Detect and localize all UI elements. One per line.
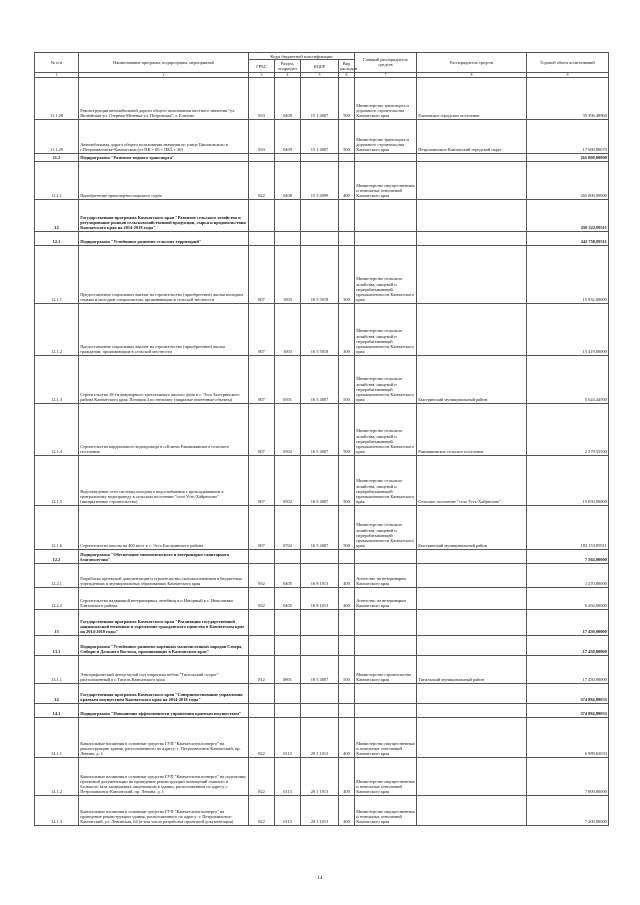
row-section: 0405 <box>275 563 301 587</box>
row-section <box>275 153 301 161</box>
row-admin <box>355 703 417 717</box>
row-recipient <box>417 717 527 757</box>
row-csr <box>301 549 339 563</box>
row-csr: 15 3 4999 <box>301 161 339 199</box>
row-admin <box>355 549 417 563</box>
table-row <box>35 609 609 635</box>
row-name: Подпрограмма "Развитие водного транспорта" <box>79 153 249 161</box>
row-name: Этнографический центр-музей под открытым небом "Тигильский острог" расположенный в с.Тигиль Камчатского края <box>79 655 249 683</box>
row-admin: Министерство имущественных и земельных отношений Камчатского края <box>355 757 417 795</box>
row-admin: Министерство сельского хозяйства, пищевой и перерабатывающей промышленности Камчатского края <box>355 403 417 455</box>
row-admin <box>355 199 417 231</box>
row-name: Государственная программа Камчатского края "Реализация государственной национальной политики и укрепление гражданского единства в Камчатском крае на 2014-2018 годы" <box>79 609 249 635</box>
index-cell: 9 <box>527 72 609 77</box>
row-number: 12.1.6 <box>35 505 79 549</box>
budget-table <box>34 52 609 826</box>
row-number: 12.2 <box>35 549 79 563</box>
row-recipient <box>417 609 527 635</box>
row-vr: 300 <box>339 245 355 303</box>
row-name: Государственная программа Камчатского края "Совершенствование управления краевым имуществом Камчатского края на 2014-2018 годы" <box>79 683 249 703</box>
row-number: 13.1.1 <box>35 655 79 683</box>
row-vr: 400 <box>339 757 355 795</box>
row-vr: 500 <box>339 505 355 549</box>
row-csr <box>301 231 339 245</box>
row-admin: Министерство сельского хозяйства, пищевой и перерабатывающей промышленности Камчатского края <box>355 303 417 355</box>
row-section: 0113 <box>275 795 301 825</box>
row-section <box>275 683 301 703</box>
table-row <box>35 795 609 825</box>
row-recipient: Сельское поселение "село Усть-Хайрюзово" <box>417 455 527 505</box>
table-row <box>35 587 609 609</box>
row-grbs: 807 <box>249 245 275 303</box>
row-vr: 500 <box>339 119 355 153</box>
header-grbs: ГРБС <box>249 60 275 73</box>
row-amount: 242 758,09511 <box>527 231 609 245</box>
table-row <box>35 505 609 549</box>
row-name: Приобретение транспортно-морского судна <box>79 161 249 199</box>
row-amount: 17 450,00000 <box>527 609 609 635</box>
header-name: Наименование программ, подпрограмм, мероприятий <box>79 53 249 73</box>
row-vr <box>339 153 355 161</box>
row-csr: 16 5 4007 <box>301 355 339 403</box>
row-admin <box>355 683 417 703</box>
row-grbs: 807 <box>249 455 275 505</box>
row-admin: Министерство строительства Камчатского края <box>355 655 417 683</box>
row-vr: 400 <box>339 587 355 609</box>
row-amount: 1 270,00000 <box>527 563 609 587</box>
index-cell: 3 <box>249 72 275 77</box>
row-name: Автомобильная дорога общего пользования значения по улице Циолковского в г.Петропавловске-Камчатском (от ПК + 00 + ПК3 + 30) <box>79 119 249 153</box>
index-cell: 2 <box>79 72 249 77</box>
page-number: 14 <box>317 876 323 881</box>
row-number: 14.1.2 <box>35 757 79 795</box>
header-admin: Главный распорядитель средств <box>355 53 417 73</box>
table-row <box>35 355 609 403</box>
row-name: Капитальные вложения в основные средства ГУП "Камчатсктеплоэнерго" на реконструкцию здания, расположенного по адресу: г. Петропавловск-Камчатский, пр. Ленина, д. 1 <box>79 717 249 757</box>
row-name: Государственная программа Камчатского края "Развитие сельского хозяйства и регулирование рынков сельскохозяйственной продукции, сырья и продовольствия Камчатского края на 2014-2018 годы" <box>79 199 249 231</box>
row-name: Строительство школы на 400 мест в с. Эссо Быстринского района <box>79 505 249 549</box>
row-csr <box>301 683 339 703</box>
row-vr: 500 <box>339 655 355 683</box>
row-recipient <box>417 563 527 587</box>
row-name: Капитальные вложения в основные средства ГУП "Камчатсктеплоэнерго" на проведение реконструкции здания, расположенного по адресу: г. Петропавловск-Камчатский, ул. Ленинская, 64 (в том числе разработка проектной документации) <box>79 795 249 825</box>
row-section: 0502 <box>275 455 301 505</box>
row-admin <box>355 153 417 161</box>
row-admin: Министерство сельского хозяйства, пищевой и перерабатывающей промышленности Камчатского края <box>355 455 417 505</box>
table-row <box>35 655 609 683</box>
row-amount: 2 579,55500 <box>527 403 609 455</box>
row-csr: 16 8 1013 <box>301 563 339 587</box>
table-row <box>35 77 609 119</box>
row-amount: 15 932,00000 <box>527 245 609 303</box>
table-row <box>35 563 609 587</box>
row-csr: 16 5 4007 <box>301 455 339 505</box>
row-amount: 15 419,00000 <box>527 303 609 355</box>
table-row <box>35 153 609 161</box>
row-number: 11.1.28 <box>35 77 79 119</box>
row-admin: Министерство транспорта и дорожного строительства Камчатского края <box>355 119 417 153</box>
row-grbs: 822 <box>249 757 275 795</box>
header-codes: Коды бюджетной классификации <box>249 53 355 60</box>
row-section <box>275 635 301 655</box>
row-csr: 15 1 4007 <box>301 119 339 153</box>
row-recipient: Раковикивское сельское поселение <box>417 403 527 455</box>
row-csr <box>301 609 339 635</box>
row-section: 0405 <box>275 587 301 609</box>
row-csr: 20 1 1013 <box>301 757 339 795</box>
row-amount: 15 050,00000 <box>527 455 609 505</box>
row-amount: 183 153,09511 <box>527 505 609 549</box>
row-grbs <box>249 683 275 703</box>
row-grbs: 807 <box>249 505 275 549</box>
row-amount: 374 884,89033 <box>527 703 609 717</box>
row-name: Предоставление социальных выплат на строительство (приобретение) жилья молодым семьям и молодым специалистам, проживающим в сельской местности <box>79 245 249 303</box>
row-vr: 500 <box>339 455 355 505</box>
row-number: 13 <box>35 609 79 635</box>
row-amount: 7 200,00000 <box>527 795 609 825</box>
row-grbs: 822 <box>249 717 275 757</box>
row-grbs: 807 <box>249 403 275 455</box>
row-vr <box>339 549 355 563</box>
header-vr: Вид расходов <box>340 60 357 72</box>
row-amount: 35 396,48960 <box>527 77 609 119</box>
row-section: 0408 <box>275 161 301 199</box>
row-recipient <box>417 199 527 231</box>
row-name: Строительство 18-ти квартирного трехэтажного жилого дома в с. Эссо Быстринского района Камчатского края. Позиция 4 по генплану (закрытые ипотечные объекты) <box>79 355 249 403</box>
row-grbs: 833 <box>249 119 275 153</box>
row-recipient <box>417 245 527 303</box>
row-admin: Агентство по ветеринарии Камчатского края <box>355 563 417 587</box>
row-name: Разработка проектной документации и строительство скотомогильников в бюджетных учреждениях и муниципальных образованиях Камчатского края <box>79 563 249 587</box>
row-grbs: 833 <box>249 77 275 119</box>
row-vr: 400 <box>339 563 355 587</box>
row-amount: 250 322,09511 <box>527 199 609 231</box>
row-number: 12.1 <box>35 231 79 245</box>
table-row <box>35 455 609 505</box>
index-cell: 8 <box>417 72 527 77</box>
header-recipient: Распорядитель средств <box>417 53 527 73</box>
table-row <box>35 303 609 355</box>
row-csr: 18 5 4007 <box>301 655 339 683</box>
row-grbs <box>249 703 275 717</box>
row-vr <box>339 635 355 655</box>
row-recipient <box>417 303 527 355</box>
row-amount: 265 000,00000 <box>527 161 609 199</box>
table-row <box>35 757 609 795</box>
row-section <box>275 609 301 635</box>
table-row <box>35 683 609 703</box>
row-vr <box>339 231 355 245</box>
row-admin <box>355 231 417 245</box>
row-csr <box>301 153 339 161</box>
row-number: 14.1.1 <box>35 717 79 757</box>
row-vr <box>339 703 355 717</box>
row-admin: Министерство сельского хозяйства, пищевой и перерабатывающей промышленности Камчатского края <box>355 505 417 549</box>
row-name: Подпрограмма "Повышение эффективности управления краевым имуществом" <box>79 703 249 717</box>
row-csr: 15 1 4007 <box>301 77 339 119</box>
row-recipient: Петропавловск-Камчатский городской округ <box>417 119 527 153</box>
header-csr: КЦСР <box>301 60 339 73</box>
row-name: Предоставление социальных выплат на строительство (приобретение) жилья гражданам, проживающим в сельской местности <box>79 303 249 355</box>
row-amount: 17 450,00000 <box>527 635 609 655</box>
row-name: Водоотведение сети системы холодного водоснабжения с прокладыванием к центральному водопроводу в сельском поселении "село Усть-Хайрюзово" (инициативное строительство) <box>79 455 249 505</box>
row-vr: 400 <box>339 717 355 757</box>
row-name: Строительство надвижной ветеринарных лечебниц в п.Нагорный в с. Николаевка Елизовского района <box>79 587 249 609</box>
row-section: 1003 <box>275 245 301 303</box>
row-recipient: Быстринский муниципальный район <box>417 355 527 403</box>
row-vr <box>339 609 355 635</box>
row-admin: Агентство по ветеринарии Камчатского края <box>355 587 417 609</box>
row-vr: 400 <box>339 795 355 825</box>
row-recipient <box>417 153 527 161</box>
row-recipient <box>417 549 527 563</box>
row-recipient <box>417 683 527 703</box>
row-grbs: 812 <box>249 655 275 683</box>
row-name: Подпрограмма "Устойчивое развитие сельских территорий" <box>79 231 249 245</box>
row-number: 11.1.29 <box>35 119 79 153</box>
row-section: 0801 <box>275 655 301 683</box>
row-csr: 20 1 1013 <box>301 717 339 757</box>
row-recipient <box>417 795 527 825</box>
index-cell: 7 <box>355 72 417 77</box>
row-name: Подпрограмма "Устойчивое развитие коренных малочисленных народов Севера, Сибири и Дальнего Востока, проживающих в Камчатском крае" <box>79 635 249 655</box>
row-recipient <box>417 757 527 795</box>
header-num: № п/п <box>35 53 79 73</box>
row-grbs <box>249 609 275 635</box>
row-csr: 16 5 5018 <box>301 303 339 355</box>
row-number: 12.1.1 <box>35 245 79 303</box>
row-section: 0409 <box>275 119 301 153</box>
row-number: 12 <box>35 199 79 231</box>
row-vr: 500 <box>339 77 355 119</box>
row-recipient <box>417 587 527 609</box>
row-csr: 16 5 4007 <box>301 403 339 455</box>
row-grbs <box>249 199 275 231</box>
row-amount: 17 450,00000 <box>527 655 609 683</box>
index-cell: 5 <box>301 72 339 77</box>
index-cell: 6 <box>339 72 355 77</box>
row-name: Подпрограмма "Обеспечение эпизоотического и ветеринарно-санитарного благополучия" <box>79 549 249 563</box>
header-amount: Годовой объем ассигнований <box>527 53 609 73</box>
row-csr <box>301 635 339 655</box>
table-row <box>35 717 609 757</box>
row-section <box>275 703 301 717</box>
row-amount: 6 294,00000 <box>527 587 609 609</box>
row-section: 0502 <box>275 403 301 455</box>
row-recipient: Елизовское городское поселение <box>417 77 527 119</box>
row-admin: Министерство транспорта и дорожного строительства Камчатского края <box>355 77 417 119</box>
table-row <box>35 199 609 231</box>
row-admin: Министерство имущественных и земельных отношений Камчатского края <box>355 795 417 825</box>
row-admin <box>355 635 417 655</box>
row-section: 0409 <box>275 77 301 119</box>
row-grbs: 832 <box>249 587 275 609</box>
row-section <box>275 199 301 231</box>
row-vr: 300 <box>339 303 355 355</box>
row-name: Строительство кардиального водопровода в п.Ключи Раковикивского сельского поселения <box>79 403 249 455</box>
row-number: 12.1.2 <box>35 303 79 355</box>
row-amount: 6 989,63033 <box>527 717 609 757</box>
row-csr: 16 5 5018 <box>301 245 339 303</box>
row-admin: Министерство сельского хозяйства, пищевой и перерабатывающей промышленности Камчатского края <box>355 355 417 403</box>
row-csr: 16 5 4007 <box>301 505 339 549</box>
row-section: 1003 <box>275 303 301 355</box>
row-vr <box>339 683 355 703</box>
row-number: 13.1 <box>35 635 79 655</box>
row-section <box>275 231 301 245</box>
row-section: 0702 <box>275 505 301 549</box>
row-name: Капитальные вложения в основные средства ГУП "Камчатсктеплоэнерго" на подготовку проектной документации на проведение реконструкции помещений главного и Большого зала занимаемых лицензиатом в здании, расположенном по адресу г. Петропавловск-Камчатский, пр. Ленина, д. 1 <box>79 757 249 795</box>
row-csr: 20 1 1013 <box>301 795 339 825</box>
index-cell: 4 <box>275 72 301 77</box>
row-grbs <box>249 635 275 655</box>
table-row <box>35 119 609 153</box>
table-row <box>35 549 609 563</box>
row-number: 14.1.3 <box>35 795 79 825</box>
row-grbs: 807 <box>249 303 275 355</box>
table-row <box>35 635 609 655</box>
row-recipient <box>417 231 527 245</box>
row-amount: 17 690,80670 <box>527 119 609 153</box>
row-vr: 400 <box>339 161 355 199</box>
row-amount: 374 884,89033 <box>527 683 609 703</box>
index-cell: 1 <box>35 72 79 77</box>
row-grbs <box>249 549 275 563</box>
row-csr <box>301 199 339 231</box>
header-row-1 <box>35 53 609 60</box>
row-vr: 500 <box>339 355 355 403</box>
row-admin: Министерство имущественных и земельных отношений Камчатского края <box>355 161 417 199</box>
row-amount: 7 000,00000 <box>527 757 609 795</box>
row-grbs <box>249 153 275 161</box>
row-section: 0501 <box>275 355 301 403</box>
row-number: 11.2.1 <box>35 161 79 199</box>
row-csr: 16 8 1013 <box>301 587 339 609</box>
table-row <box>35 245 609 303</box>
row-number: 14.1 <box>35 703 79 717</box>
row-admin <box>355 609 417 635</box>
table-row <box>35 703 609 717</box>
row-recipient: Быстринский муниципальный район <box>417 505 527 549</box>
row-number: 14 <box>35 683 79 703</box>
row-admin: Министерство сельского хозяйства, пищевой и перерабатывающей промышленности Камчатского края <box>355 245 417 303</box>
row-amount: 7 564,00000 <box>527 549 609 563</box>
row-amount: 5 624,44500 <box>527 355 609 403</box>
row-number: 11.2 <box>35 153 79 161</box>
document-page <box>34 52 608 826</box>
header-section: Раздел, подраздел <box>275 60 301 73</box>
table-row <box>35 403 609 455</box>
row-section: 0113 <box>275 757 301 795</box>
row-number: 12.1.5 <box>35 455 79 505</box>
row-number: 12.2.2 <box>35 587 79 609</box>
row-section: 0113 <box>275 717 301 757</box>
row-grbs: 822 <box>249 795 275 825</box>
row-number: 12.1.3 <box>35 355 79 403</box>
row-amount: 265 000,00000 <box>527 153 609 161</box>
row-admin: Министерство имущественных и земельных отношений Камчатского края <box>355 717 417 757</box>
row-grbs: 822 <box>249 161 275 199</box>
row-number: 12.2.1 <box>35 563 79 587</box>
table-body <box>35 77 609 825</box>
row-recipient <box>417 635 527 655</box>
row-grbs: 832 <box>249 563 275 587</box>
row-recipient <box>417 161 527 199</box>
row-vr: 500 <box>339 403 355 455</box>
row-grbs: 807 <box>249 355 275 403</box>
row-csr <box>301 703 339 717</box>
row-recipient: Тигильский муниципальный район <box>417 655 527 683</box>
table-row <box>35 231 609 245</box>
table-row <box>35 161 609 199</box>
row-number: 12.1.4 <box>35 403 79 455</box>
row-name: Реконструкция автомобильной дороги общего пользования местного значения "ул. Вилюйская-ул. Озерная-Меченка-ул. Петровская", г. Елизово <box>79 77 249 119</box>
row-recipient <box>417 703 527 717</box>
row-section <box>275 549 301 563</box>
row-grbs <box>249 231 275 245</box>
row-vr <box>339 199 355 231</box>
